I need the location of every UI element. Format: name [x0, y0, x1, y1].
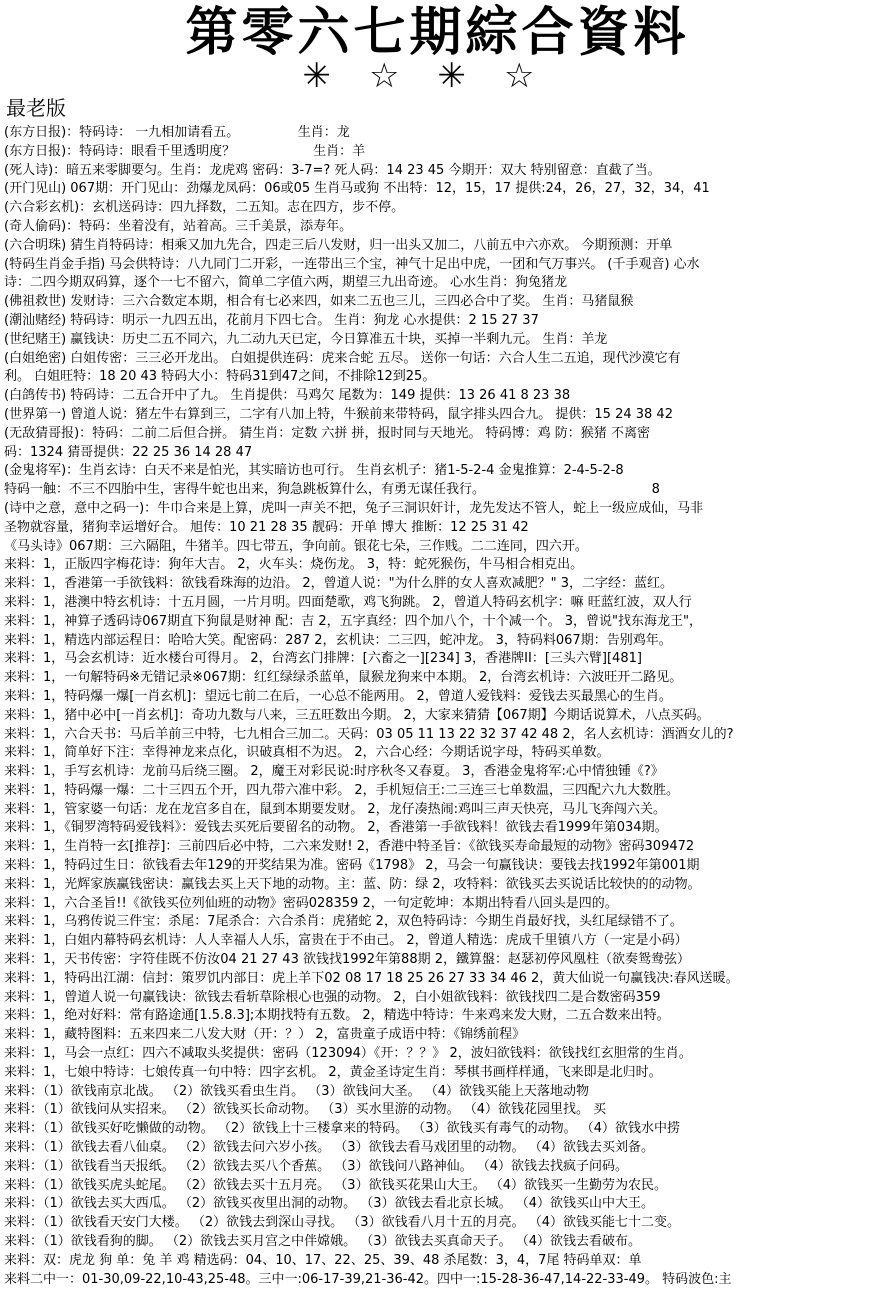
- text-line: 来料：（1）欲钱看当天报纸。 （2）欲钱去买八个香蕉。 （3）欲钱问八路神仙。 （4）欲钱去找疯子问码。: [4, 1158, 628, 1174]
- text-line: 码：1324 猜哥提供：22 25 36 14 28 47: [4, 444, 253, 460]
- text-line: 来料：1，藏特图料：五来四来二八发大财（开：？） 2，富贵童子成语中特：《锦绣前程》: [4, 1027, 526, 1043]
- text-line: (潮汕赌经) 特码诗：明示一九四五出，花前月下四七合。 生肖：狗龙 心水提供：2 15 27 37: [4, 312, 539, 328]
- text-line: 来料：1，七娘中特诗：七娘传真一句中特：四字玄机。 2，黄金圣诗定生肖：琴棋书画样样通，飞来即是北归时。: [4, 1064, 662, 1080]
- text-line: (六合明珠) 猜生肖特码诗：相乘又加九先合，四走三后八发财，归一出头又加二，八前五中六亦欢。 今期预测：开单: [4, 237, 673, 253]
- text-line: 来料：1，生肖特一玄[推荐]：三前四后必中特，二六来发财! 2，香港中特圣旨：《欲钱买寿命最短的动物》密码309472: [4, 839, 695, 855]
- text-line: 来料：（1）欲钱去买大西瓜。 （2）欲钱买夜里出洞的动物。 （3）欲钱去看北京长城。 （4）欲钱买山中大王。: [4, 1196, 654, 1212]
- text-line: 来料：（1）欲钱看天安门大楼。 （2）欲钱去到深山寻找。 （3）欲钱看八月十五的月亮。 （4）欲钱买能七十二变。: [4, 1215, 680, 1231]
- text-line: (特码生肖金手指) 马会供特诗：八九同门二开彩，一连带出三个宝，神气十足出中虎，一团和气万事兴。 (千手观音) 心水: [4, 256, 700, 272]
- text-line: 圣物就容量，猪狗幸运增好合。 旭传：10 21 28 35 靓码：开单 博大 推断：12 25 31 42: [4, 519, 529, 535]
- text-line: (东方日报)：特码诗：眼看千里透明度？ 生肖：羊: [4, 143, 366, 159]
- text-body: [4, 124, 870, 1289]
- text-line: 来料：1，精选内部运程日：哈哈大笑。配密码：287 2，玄机诀：二三四，蛇冲龙。 3，特码料067期：告别鸡年。: [4, 632, 672, 648]
- text-line: 来料：1，六合天书：马后羊前三中特，七九相合三加二。天码：03 05 11 13 22 32 37 42 48 2，名人玄机诗：酒酒女儿的?: [4, 726, 734, 742]
- text-line: (东方日报)：特码诗： 一九相加请看五。 生肖：龙: [4, 125, 350, 140]
- text-line: 来料：（1）欲钱去看八仙桌。 （2）欲钱去问六岁小孩。 （3）欲钱去看马戏团里的动物。 （4）欲钱去买刘备。: [4, 1140, 654, 1156]
- text-line: 来料：1，管家婆一句话：龙在龙宫多自在，鼠到本期要发财。 2，龙仔凑热闹:鸡叫三声天快亮，马儿飞奔闯六关。: [4, 801, 667, 817]
- text-line: 来料：1，特码爆一爆[一肖玄机]：望远七前二在后，一心总不能两用。 2，曾道人爱钱料：爱钱去买最黑心的生肖。: [4, 688, 672, 704]
- star-decoration: ✳☆✳☆: [302, 56, 573, 96]
- text-line: (奇人偷码)：特码：坐着没有，站着高。三千美景，添寿年。: [4, 218, 353, 234]
- text-line: 来料：1，手写玄机诗：龙前马后绕三圈。 2，魔王对彩民说:时序秋冬又春夏。 3，香港金鬼将军:心中情独锺《?》: [4, 764, 664, 780]
- text-line: 来料：1，猪中必中[一肖玄机]：奇功九数与八来，三五旺数出今期。 2，大家来猜猜【067期】今期话说算术，八点买码。: [4, 707, 710, 723]
- text-line: 来料：1，《铜罗湾特码爱钱料》：爱钱去买死后要留名的动物。 2，香港第一手欲钱料！欲钱去看1999年第034期。: [4, 820, 668, 836]
- text-line: 来料：1，白姐内幕特码玄机诗：人人幸福人人乐，富贵在于不由己。 2，曾道人精选：虎成千里镇八方（一定是小码）: [4, 933, 688, 949]
- text-line: 利。 白姐旺特：18 20 43 特码大小：特码31到47之间，不排除12到25。: [4, 369, 436, 385]
- text-line: (白姐绝密) 白姐传密：三三必开龙出。 白姐提供连码：虎来合蛇 五尽。 送你一句话：六合人生二五追，现代沙漠它有: [4, 350, 681, 366]
- text-line: (世纪赌王) 赢钱诀：历史二五不同六，九二动九天已定，今日算准五十块，买掉一半剩九元。 生肖：羊龙: [4, 331, 608, 347]
- text-line: 来料：1，香港第一手欲钱料：欲钱看珠海的边沿。 2，曾道人说："为什么胖的女人喜欢减肥？" 3，二字经：蓝红。: [4, 576, 674, 592]
- text-line: (诗中之意，意中之码一)：牛巾合来是上算，虎叫一声关不把，兔子三洞识奸计，龙先发达不管人，蛇上一级应成仙，马非: [4, 500, 704, 516]
- text-line: 来料：1，特码过生日：欲钱看去年129的开奖结果为准。密码《1798》 2，马会一句赢钱诀：要钱去找1992年第001期: [4, 858, 700, 874]
- text-line: (金鬼将军)：生肖玄诗：白天不来是怕光，其实暗访也可行。 生肖玄机子：猪1-5-2-4 金鬼推算：2-4-5-2-8: [4, 463, 624, 479]
- text-line: 《马头诗》067期：三六隔阻，牛猪羊。四七带五，争向前。银花七朵，三作贱。二二连同，四六开。: [4, 538, 588, 554]
- text-line: (白鸽传书) 特码诗：二五合开中了九。 生肖提供：马鸡欠 尾数为：149 提供：13 26 41 8 23 38: [4, 388, 571, 404]
- text-line: 来料：（1）欲钱看狗的脚。 （2）欲钱去买月宫之中伴嫦娥。 （3）欲钱去买真命天子。 （4）欲钱去看破布。: [4, 1234, 641, 1250]
- text-line: 来料：1，马会玄机诗：近水楼台可得月。 2，台湾玄门排牌：[六畜之一][234] 3，香港牌II：[三头六臂][481]: [4, 651, 642, 667]
- text-line: 来料：1，一句解特码※无错记录※067期：红红绿绿杀蓝单，鼠猴龙狗来中本期。 2，台湾玄机诗：六波旺开二路见。: [4, 670, 683, 686]
- text-line: 来料：1，特码爆一爆：二十三四五个开，四九带六准中彩。 2，手机短信王:二三连三七单数温，三四配六九大数胜。: [4, 782, 680, 798]
- text-line: 来料：1，马会一点红：四六不减取头奖提供：密码（123094）《开：？？》 2，波妇欲钱料：欲钱找红玄胆常的生肖。: [4, 1046, 692, 1062]
- text-line: 来料：（1）欲钱买虎头蛇尾。 （2）欲钱去买十五月亮。 （3）欲钱买花果山大王。 （4）欲钱买一生勤劳为农民。: [4, 1177, 667, 1193]
- text-line: 来料：1，绝对好料：常有路途通[1.5.8.3];本期找特有五数。 2，精选中特诗：牛来鸡来发大财，二五合数来出特。: [4, 1008, 670, 1024]
- text-line: 诗：二四今期双码算，逐个一七不留六，简单二字值六两，期望三九出奇迹。 心水生肖：狗兔猪龙: [4, 275, 568, 291]
- text-line: 来料：1，六合圣旨!!《欲钱买位列仙班的动物》密码028359 2，一句定乾坤：本期出特看八回头是四的。: [4, 895, 618, 911]
- text-line: 来料：双：虎龙 狗 单：兔 羊 鸡 精选码：04、10、17、22、25、39、48 杀尾数：3，4，7尾 特码单双：单: [4, 1252, 642, 1268]
- text-line: (世界第一) 曾道人说：猪左牛右算到三，二字有八加上特，牛猴前来带特码，鼠字排头四合九。 提供：15 24 38 42: [4, 406, 673, 422]
- text-line: 来料：1，光辉家族赢钱密诀：赢钱去买上天下地的动物。主：蓝、防：绿 2，攻特料：欲钱买去买说话比较快的的动物。: [4, 876, 701, 892]
- text-line: 来料：1，曾道人说一句赢钱诀：欲钱去看斩草除根心也强的动物。 2，白小姐欲钱料：欲钱找四二是合数密码359: [4, 989, 661, 1005]
- text-line: 来料：1，乌鸦传说三件宝：杀尾：7尾杀合：六合杀肖：虎猪蛇 2，双色特码诗：今期生肖最好找，头红尾绿错不了。: [4, 914, 683, 930]
- text-line: 来料：1，神算子透码诗067期直下狗鼠是财神 配：吉 2，五字真经：四个加八个，十个减一个。 3，曾说"找东海龙王"，: [4, 613, 702, 629]
- text-line: 来料：1，正版四字梅花诗：狗年大吉。 2，火车头：烧伤龙。 3，特：蛇死猴伤，牛马相合相克出。: [4, 557, 584, 573]
- text-line: (开门见山) 067期：开门见山：劲爆龙凤码：06或05 生肖马或狗 不出特：12，15，17 提供:24，26，27，32，34，41: [4, 181, 710, 197]
- text-line: 来料：1，天书传密：字符佳既不仿汝04 21 27 43 欲钱找1992年第88期 2，鐵算盤：赵瑟初停风凰柱（欲奏鸳鸯弦）: [4, 952, 690, 968]
- text-line: 来料：1，港澳中特玄机诗：十五月圆，一片月明。四面楚歌，鸡飞狗跳。 2，曾道人特码玄机字：嘛 旺蓝红波，双人行: [4, 594, 692, 610]
- text-line: 来料：1，特码出江湖：信封：策罗饥内部日：虎上羊下02 08 17 18 25 26 27 33 34 46 2，黄大仙说一句赢钱决:春风送暖。: [4, 970, 739, 986]
- text-line: 来料：（1）欲钱买好吃懒做的动物。 （2）欲钱上十三楼拿来的特码。 （3）欲钱买有毒气的动物。 （4）欲钱水中捞: [4, 1121, 680, 1137]
- text-line: (六合彩玄机)：玄机送码诗：四九择数，二五知。志在四方，步不停。: [4, 200, 405, 216]
- edition-label: 最老版: [6, 96, 66, 120]
- text-line: 来料二中一：01-30,09-22,10-43,25-48。三中一:06-17-39,21-36-42。四中一:15-28-36-47,14-22-33-49。 特码波色:主: [4, 1271, 732, 1287]
- text-line: (无敌猜哥报)：特码：二前二后但合拼。 猜生肖：定数 六拼 拼，报时同与天地光。 特码博：鸡 防：猴猪 不离密: [4, 425, 650, 441]
- text-line: 特码一触：不三不四胎中生，害得牛蛇也出来，狗急跳板算什么，有勇无谋任我行。 8: [4, 482, 660, 498]
- text-line: 来料：（1）欲钱问从实招来。 （2）欲钱买长命动物。 （3）买水里游的动物。 （4）欲钱花园里找。 买: [4, 1102, 607, 1118]
- text-line: (死人诗)：暗五来零脚要匀。生肖：龙虎鸡 密码：3-7=? 死人码：14 23 45 今期开：双大 特别留意：直截了当。: [4, 162, 661, 178]
- text-line: 来料：1，简单好下注：幸得神龙来点化，识破真相不为迟。 2，六合心经：今期话说字母，特码买单数。: [4, 745, 610, 761]
- text-line: 来料：（1）欲钱南京北战。 （2）欲钱买看虫生肖。 （3）欲钱问大圣。 （4）欲钱买能上天落地动物: [4, 1083, 589, 1099]
- page-title: 第零六七期綜合資料: [185, 2, 690, 63]
- text-line: (佛祖救世) 发财诗：三六合数定本期，相合有七必来四，如来二五也三儿，三四必合中了奖。 生肖：马猪鼠猴: [4, 294, 634, 310]
